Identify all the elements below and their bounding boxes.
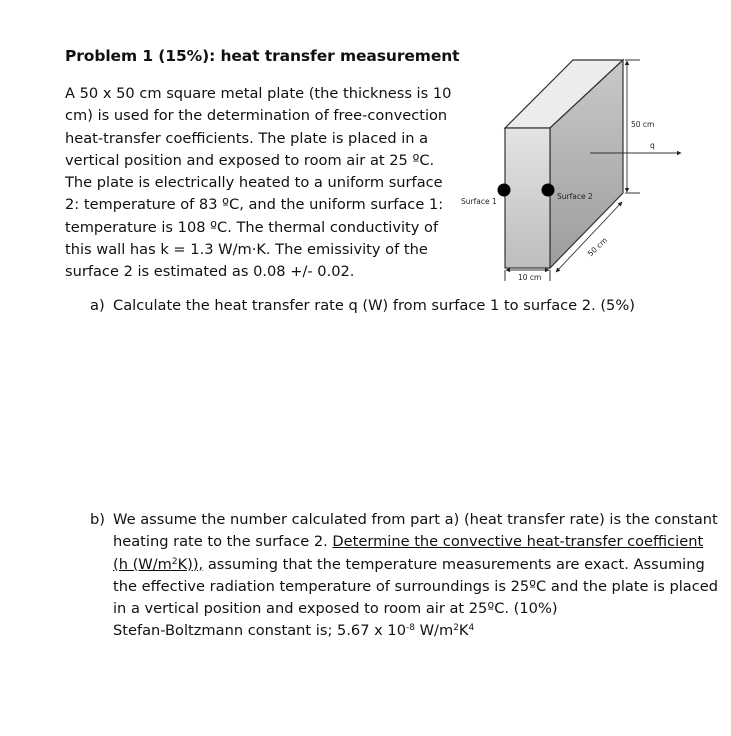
part-a-label: a) (90, 297, 105, 314)
problem-title: Problem 1 (15%): heat transfer measurement (65, 47, 460, 65)
part-a-question (90, 295, 635, 317)
part-b-line: in a vertical position and exposed to room air at 25ºC. (10%) (113, 600, 558, 618)
superscript: 2 (171, 556, 178, 567)
part-b-text: (h (W/m (113, 555, 172, 573)
surface-2-marker (542, 184, 555, 197)
part-b-line (90, 509, 718, 531)
surface-1-marker (498, 184, 511, 197)
statement-line: cm) is used for the determination of free-convection (65, 107, 448, 125)
statement-line: this wall has k = 1.3 W/m·K. The emissivity of the (65, 241, 428, 259)
part-b-text: W/m (414, 622, 454, 640)
part-b-line (90, 531, 704, 553)
statement-line: The plate is electrically heated to a uniform surface (65, 174, 443, 192)
surface-1-label: Surface 1 (461, 197, 497, 206)
height-label: 50 cm (631, 120, 655, 129)
superscript: 2 (453, 623, 459, 634)
surface-2-label: Surface 2 (557, 192, 593, 201)
part-b-emphasis: Determine the convective heat-transfer coefficient (332, 533, 704, 551)
part-b-text: We assume the number calculated from part a) (heat transfer rate) is the constant (113, 511, 718, 528)
part-b-text: heating rate to the surface 2. (113, 533, 333, 551)
part-b-emphasis (113, 556, 203, 573)
plate-front-face (505, 128, 550, 268)
part-a-text: Calculate the heat transfer rate q (W) from surface 1 to surface 2. (5%) (113, 297, 635, 314)
part-b-text: K (458, 622, 469, 640)
part-b-label: b) (90, 511, 105, 528)
statement-line: A 50 x 50 cm square metal plate (the thickness is 10 (65, 85, 452, 102)
statement-line: heat-transfer coefficients. The plate is placed in a (65, 129, 429, 147)
thickness-label: 10 cm (518, 273, 542, 282)
part-b-line: the effective radiation temperature of surroundings is 25ºC and the plate is placed (113, 577, 718, 595)
part-b-text: Stefan-Boltzmann constant is; 5.67 x 10 (113, 622, 406, 640)
statement-line: temperature is 108 ºC. The thermal conductivity of (65, 218, 439, 236)
part-b-line (90, 554, 705, 576)
stefan-boltzmann-line (90, 620, 700, 642)
statement-line: surface 2 is estimated as 0.08 +/- 0.02. (65, 263, 355, 281)
superscript: -8 (406, 623, 415, 634)
part-b-question (90, 509, 718, 643)
statement-line: 2: temperature of 83 ºC, and the uniform surface 1: (65, 196, 444, 214)
part-b-text: assuming that the temperature measurements are exact. Assuming (203, 555, 705, 573)
plate-diagram (0, 0, 731, 300)
flux-label: q (650, 141, 655, 150)
statement-line: vertical position and exposed to room air at 25 ºC. (65, 151, 435, 169)
superscript: 4 (468, 623, 475, 634)
depth-label: 50 cm (585, 235, 610, 259)
part-b-text: K)), (177, 555, 204, 573)
